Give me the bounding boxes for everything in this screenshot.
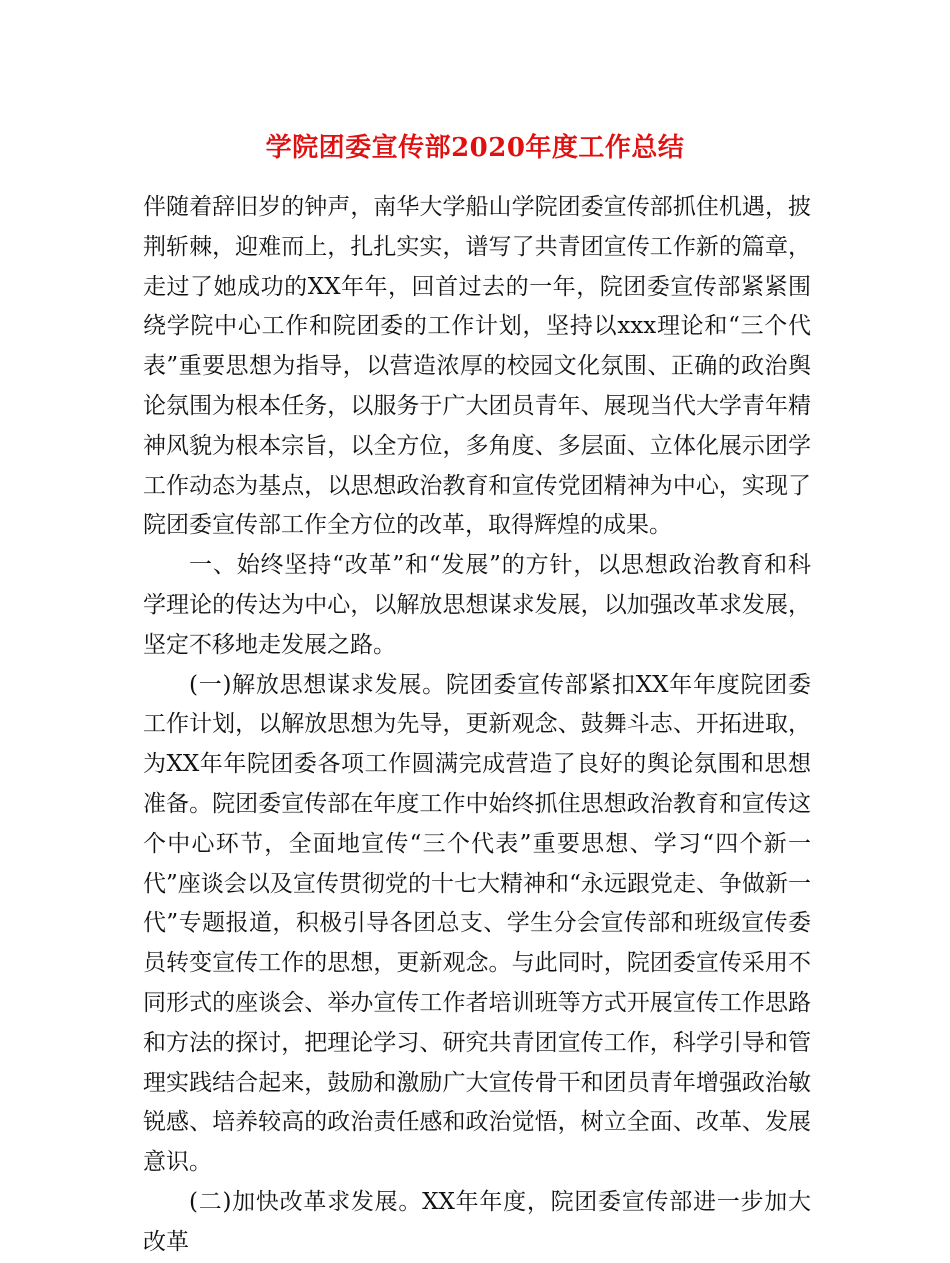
document-body: [143, 188, 811, 1263]
document-title: 学院团委宣传部2020年度工作总结: [265, 133, 685, 163]
paragraph-section-1: 一、始终坚持“改革”和“发展”的方针，以思想政治教育和科学理论的传达为中心，以解放思想谋求发展，以加强改革求发展，坚定不移地走发展之路。: [143, 552, 811, 658]
paragraph-intro: 伴随着辞旧岁的钟声，南华大学船山学院团委宣传部抓住机遇，披荆斩棘，迎难而上，扎扎实实，谱写了共青团宣传工作新的篇章，走过了她成功的XX年年，回首过去的一年，院团委宣传部紧紧围绕学院中心工作和院团委的工作计划，坚持以xxx理论和“三个代表”重要思想为指导，以营造浓厚的校园文化氛围、正确的政治舆论氛围为根本任务，以服务于广大团员青年、展现当代大学青年精神风貌为根本宗旨，以全方位，多角度、多层面、立体化展示团学工作动态为基点，以思想政治教育和宣传党团精神为中心，实现了院团委宣传部工作全方位的改革，取得辉煌的成果。: [143, 194, 811, 539]
paragraph-subsection-1: (一)解放思想谋求发展。院团委宣传部紧扣XX年年度院团委工作计划，以解放思想为先导，更新观念、鼓舞斗志、开拓进取，为XX年年院团委各项工作圆满完成营造了良好的舆论氛围和思想准备。院团委宣传部在年度工作中始终抓住思想政治教育和宣传这个中心环节，全面地宣传“三个代表”重要思想、学习“四个新一代”座谈会以及宣传贯彻党的十七大精神和“永远跟党走、争做新一代”专题报道，积极引导各团总支、学生分会宣传部和班级宣传委员转变宣传工作的思想，更新观念。与此同时，院团委宣传采用不同形式的座谈会、举办宣传工作者培训班等方式开展宣传工作思路和方法的探讨，把理论学习、研究共青团宣传工作，科学引导和管理实践结合起来，鼓励和激励广大宣传骨干和团员青年增强政治敏锐感、培养较高的政治责任感和政治觉悟，树立全面、改革、发展意识。: [143, 671, 811, 1176]
paragraph-subsection-2: (二)加快改革求发展。XX年年度，院团委宣传部进一步加大改革: [143, 1188, 811, 1255]
